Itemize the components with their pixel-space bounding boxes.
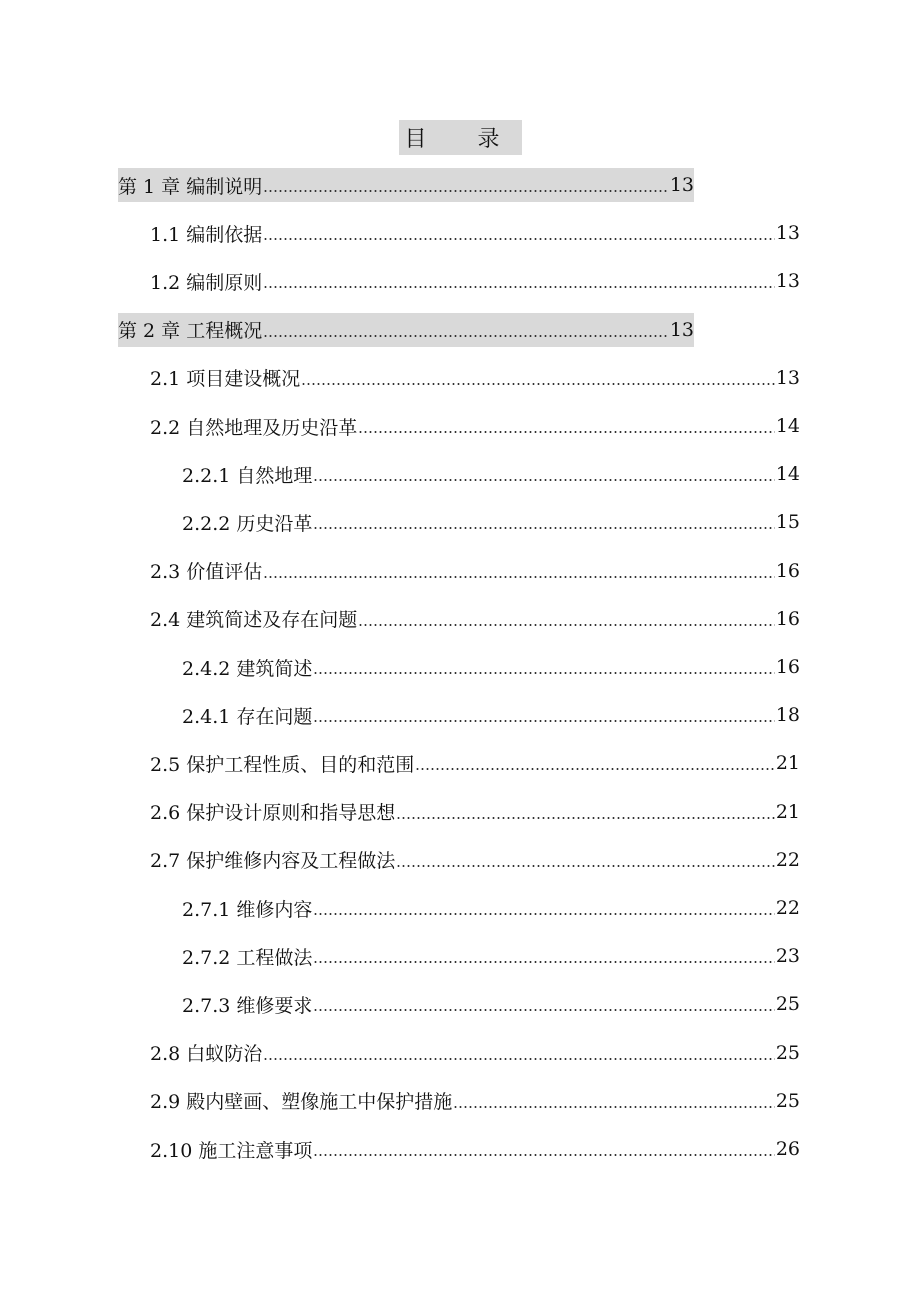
toc-leader-dots [263,286,775,288]
toc-leader-dots [313,1009,774,1011]
toc-title: 目 录 [399,120,522,155]
toc-entry-label: 2.5 保护工程性质、目的和范围 [150,753,415,776]
toc-section-entry[interactable] [150,554,800,588]
toc-entry-page-number: 14 [775,415,800,437]
toc-entry-label: 2.4.2 建筑简述 [182,657,313,680]
toc-section-entry[interactable] [150,264,800,298]
toc-leader-dots [263,238,775,240]
toc-subsection-entry[interactable] [182,891,800,925]
toc-entry-page-number: 25 [775,993,800,1016]
toc-subsection-entry[interactable] [182,650,800,684]
toc-entry-label: 2.1 项目建设概况 [150,368,301,391]
toc-entry-page-number: 13 [775,270,800,293]
toc-subsection-entry[interactable] [182,457,800,491]
toc-entry-label: 1.2 编制原则 [150,271,263,294]
toc-section-entry[interactable] [150,216,800,250]
toc-leader-dots [396,865,775,867]
toc-leader-dots [263,335,669,337]
toc-entry-page-number: 22 [775,848,800,871]
toc-section-entry[interactable] [150,1036,800,1070]
toc-chapter-entry[interactable] [118,168,694,202]
toc-entry-page-number: 13 [669,174,694,196]
toc-section-entry[interactable] [150,843,800,877]
toc-chapter-entry[interactable] [118,313,694,347]
toc-entry-label: 2.7 保护维修内容及工程做法 [150,850,396,873]
toc-subsection-entry[interactable] [182,505,800,539]
toc-entry-label: 2.7.1 维修内容 [182,898,313,921]
toc-entry-label: 第 2 章 工程概况 [118,320,263,343]
toc-leader-dots [313,527,774,529]
toc-leader-dots [358,431,775,433]
toc-subsection-entry[interactable] [182,987,800,1021]
toc-entry-label: 第 1 章 编制说明 [118,175,263,198]
toc-entry-label: 2.2.1 自然地理 [182,464,313,487]
toc-entry-page-number: 25 [775,1041,800,1064]
toc-entry-page-number: 21 [775,800,800,823]
toc-leader-dots [313,672,774,674]
toc-entry-label: 2.6 保护设计原则和指导思想 [150,802,396,825]
toc-entry-label: 2.4.1 存在问题 [182,705,313,728]
toc-entry-page-number: 23 [775,945,800,968]
toc-leader-dots [263,1058,775,1060]
toc-entry-page-number: 13 [669,318,694,341]
toc-section-entry[interactable] [150,361,800,395]
toc-leader-dots [313,1154,774,1156]
toc-section-entry[interactable] [150,1132,800,1166]
toc-title-wrap [0,120,920,155]
toc-leader-dots [415,768,775,770]
toc-leader-dots [263,190,669,192]
toc-entry-label: 2.10 施工注意事项 [150,1139,313,1162]
toc-entry-page-number: 16 [775,656,800,678]
toc-entry-page-number: 14 [775,463,800,486]
toc-entry-label: 1.1 编制依据 [150,223,263,246]
toc-section-entry[interactable] [150,795,800,829]
toc-entry-label: 2.8 白蚁防治 [150,1043,263,1066]
toc-section-entry[interactable] [150,1084,800,1118]
toc-leader-dots [263,576,775,578]
toc-entry-page-number: 15 [775,511,800,534]
toc-leader-dots [301,383,775,385]
toc-section-entry[interactable] [150,409,800,443]
toc-subsection-entry[interactable] [182,698,800,732]
toc-entry-page-number: 13 [775,366,800,389]
toc-subsection-entry[interactable] [182,939,800,973]
toc-entry-page-number: 26 [775,1138,800,1160]
toc-entry-page-number: 21 [775,752,800,775]
toc-entry-label: 2.3 价值评估 [150,561,263,584]
toc-entry-label: 2.7.2 工程做法 [182,946,313,969]
toc-leader-dots [313,913,774,915]
toc-entry-label: 2.9 殿内壁画、塑像施工中保护措施 [150,1091,453,1114]
toc-entry-label: 2.2.2 历史沿革 [182,512,313,535]
toc-entry-page-number: 25 [775,1089,800,1112]
toc-entry-label: 2.2 自然地理及历史沿革 [150,416,358,439]
toc-entry-page-number: 18 [775,704,800,727]
toc-leader-dots [313,720,774,722]
toc-leader-dots [453,1106,775,1108]
toc-leader-dots [313,961,774,963]
toc-leader-dots [313,479,774,481]
toc-leader-dots [358,624,775,626]
toc-entry-page-number: 13 [775,222,800,245]
toc-entry-label: 2.7.3 维修要求 [182,994,313,1017]
toc-section-entry[interactable] [150,746,800,780]
toc-entry-label: 2.4 建筑简述及存在问题 [150,609,358,632]
toc-entry-page-number: 22 [775,897,800,919]
toc-section-entry[interactable] [150,602,800,636]
toc-leader-dots [396,817,775,819]
toc-entry-page-number: 16 [775,559,800,582]
toc-entry-page-number: 16 [775,607,800,630]
